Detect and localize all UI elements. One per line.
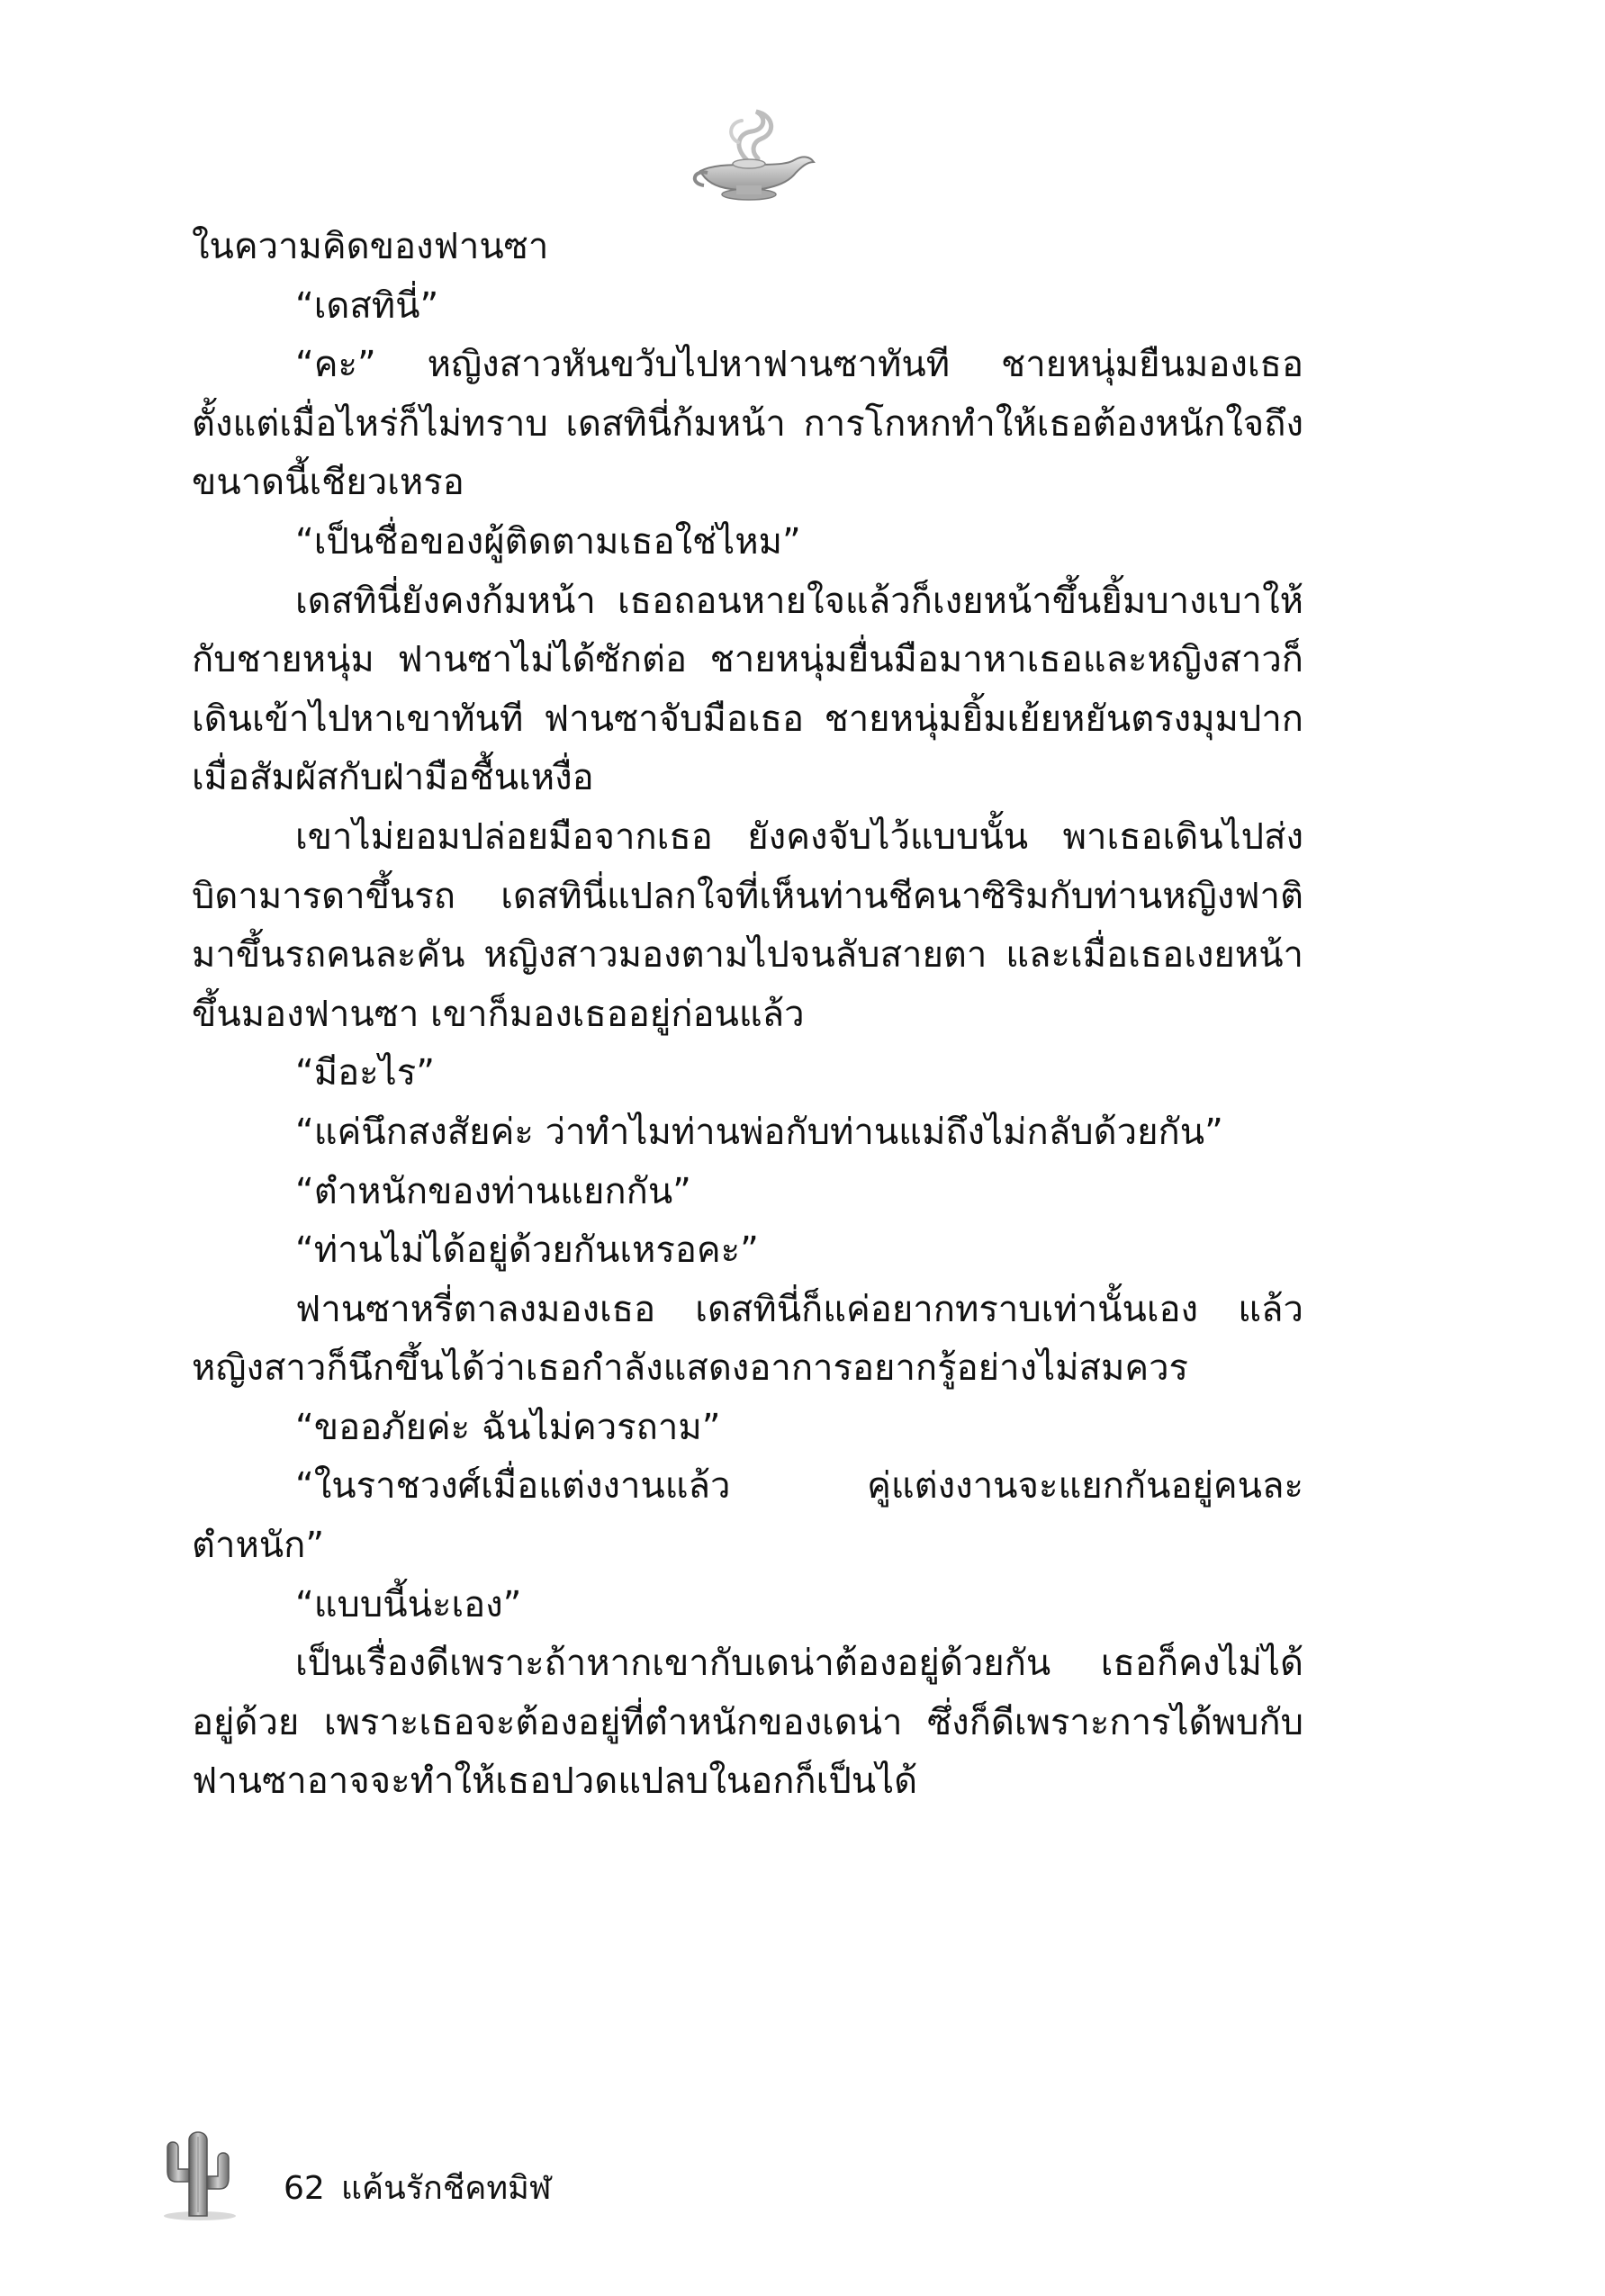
cactus-icon: [153, 2122, 243, 2221]
paragraph: “แค่นึกสงสัยค่ะ ว่าทำไมท่านพ่อกับท่านแม่ถึงไม่กลับด้วยกัน”: [295, 1111, 1223, 1153]
book-title: แค้นรักชีคทมิฬ: [340, 2170, 552, 2207]
paragraph: “มีอะไร”: [295, 1052, 435, 1094]
page-number: 62: [284, 2170, 325, 2207]
paragraph: ในความคิดของฟานซา: [192, 226, 549, 267]
page-footer: [153, 2122, 783, 2221]
paragraph: “แบบนี้น่ะเอง”: [295, 1583, 522, 1625]
paragraph: “ขออภัยค่ะ ฉันไม่ควรถาม”: [295, 1406, 721, 1448]
paragraph: “เดสทินี่”: [295, 284, 439, 327]
paragraph: “ในราชวงศ์เมื่อแต่งงานแล้ว คู่แต่งงานจะแยกกันอยู่คนละตำหนัก”: [192, 1465, 1303, 1567]
story-body: [192, 218, 1303, 1812]
paragraph: ฟานซาหรี่ตาลงมองเธอ เดสทินี่ก็แค่อยากทราบเท่านั้นเอง แล้วหญิงสาวก็นึกขึ้นได้ว่าเธอกำลังแสดงอาการอยากรู้อย่างไม่สมควร: [192, 1288, 1303, 1390]
paragraph: “คะ” หญิงสาวหันขวับไปหาฟานซาทันที ชายหนุ่มยืนมองเธอตั้งแต่เมื่อไหร่ก็ไม่ทราบ เดสทินี่ก้มหน้า การโกหกทำให้เธอต้องหนักใจถึงขนาดนี้เชียวเหรอ: [192, 344, 1303, 504]
magic-lamp-icon: [684, 106, 819, 205]
paragraph: “เป็นชื่อของผู้ติดตามเธอใช่ไหม”: [295, 520, 801, 563]
paragraph: เป็นเรื่องดีเพราะถ้าหากเขากับเดน่าต้องอยู่ด้วยกัน เธอก็คงไม่ได้อยู่ด้วย เพราะเธอจะต้องอยู่ที่ตำหนักของเดน่า ซึ่งก็ดีเพราะการได้พบกับฟานซาอาจจะทำให้เธอปวดแปลบในอกก็เป็นได้: [192, 1643, 1303, 1803]
paragraph: “ตำหนักของท่านแยกกัน”: [295, 1170, 691, 1212]
paragraph: “ท่านไม่ได้อยู่ด้วยกันเหรอคะ”: [295, 1229, 759, 1272]
folio: [284, 2169, 567, 2209]
paragraph: เขาไม่ยอมปล่อยมือจากเธอ ยังคงจับไว้แบบนั้น พาเธอเดินไปส่งบิดามารดาขึ้นรถ เดสทินี่แปลกใจที่เห็นท่านชีคนาซิริมกับท่านหญิงฟาติมาขึ้นรถคนละคัน หญิงสาวมองตามไปจนลับสายตา และเมื่อเธอเงยหน้าขึ้นมองฟานซา เขาก็มองเธออยู่ก่อนแล้ว: [192, 815, 1303, 1035]
paragraph: เดสทินี่ยังคงก้มหน้า เธอถอนหายใจแล้วก็เงยหน้าขึ้นยิ้มบางเบาให้กับชายหนุ่ม ฟานซาไม่ได้ซักต่อ ชายหนุ่มยื่นมือมาหาเธอและหญิงสาวก็เดินเข้าไปหาเขาทันที ฟานซาจับมือเธอ ชายหนุ่มยิ้มเย้ยหยันตรงมุมปาก เมื่อสัมผัสกับฝ่ามือชื้นเหงื่อ: [192, 580, 1303, 799]
